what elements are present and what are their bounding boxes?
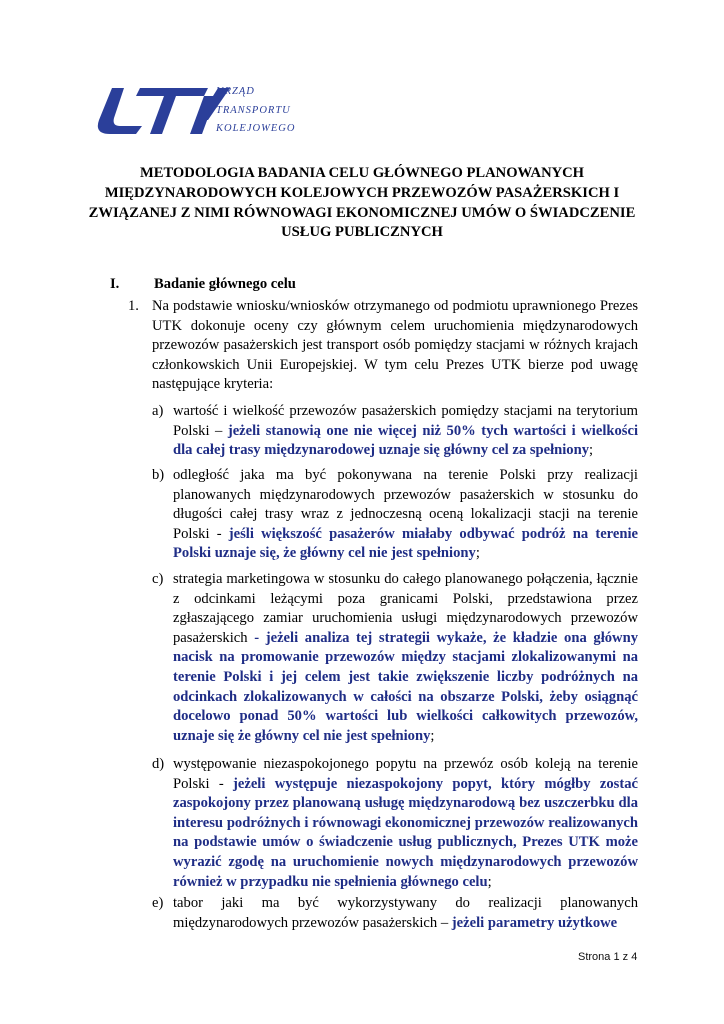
criterion-e-highlight: jeżeli parametry użytkowe [451, 914, 618, 931]
criterion-b-end: ; [475, 545, 480, 562]
criterion-a [173, 402, 638, 461]
criterion-e-marker: e) [152, 895, 164, 911]
criterion-b-text: odległość jaka ma być pokonywana na terenie Polski przy realizacji planowanych międzynarodowych przewozów pasażerskich w stosunku do długości całej trasy wraz z jednoczesną oceną lokalizacji stacji na terenie Polski - [173, 467, 638, 542]
criterion-b-marker: b) [152, 467, 165, 483]
criterion-e-text: tabor jaki ma być wykorzystywany do realizacji planowanych międzynarodowych przewozów pasażerskich – [173, 895, 638, 931]
logo-text-line-1: URZĄD [216, 86, 255, 97]
criterion-d-end: ; [487, 873, 492, 890]
criterion-c-marker: c) [152, 571, 164, 587]
section-title: Badanie głównego celu [154, 276, 296, 292]
criterion-a-highlight: jeżeli stanowią one nie więcej niż 50% tych wartości i wielkości dla całej trasy międzynarodowej uznaje się główny cel za spełniony [173, 422, 638, 459]
criterion-c-text: strategia marketingowa w stosunku do całego planowanego połączenia, łącznie z odcinkami leżącymi poza granicami Polski, przedstawiona przez zgłaszającego zamiar uruchomienia usługi międzynarodowych przewozów pasażerskich [173, 571, 638, 646]
criterion-c-highlight: - jeżeli analiza tej strategii wykaże, że kładzie ona główny nacisk na promowanie przewozów między stacjami zlokalizowanymi na terenie Polski i jej celem jest takie zwiększenie liczby podróżnych na odcinkach zlokalizowanych w całości na obszarze Polski, żeby osiągnąć docelowo ponad 50% wartości lub wielkości całkowitych przewozów, uznaje się że główny cel nie jest spełniony [173, 629, 639, 744]
criterion-d-text: występowanie niezaspokojonego popytu na przewóz osób koleją na terenie Polski - [173, 756, 638, 792]
page-number: Strona 1 z 4 [578, 951, 638, 963]
criterion-c-end: ; [430, 727, 435, 744]
criterion-a-marker: a) [152, 403, 164, 419]
criterion-a-end: ; [589, 442, 594, 459]
criterion-c [173, 570, 638, 746]
criterion-a-text: wartość i wielkość przewozów pasażerskich pomiędzy stacjami na terytorium Polski – [173, 403, 638, 439]
criterion-b [173, 466, 638, 564]
title-line-3: ZWIĄZANEJ Z NIMI RÓWNOWAGI EKONOMICZNEJ UMÓW O ŚWIADCZENIE [88, 204, 636, 221]
criterion-e [173, 894, 638, 933]
title-line-4: USŁUG PUBLICZNYCH [281, 224, 443, 241]
criterion-b-highlight: jeśli większość pasażerów miałaby odbywać podróż na terenie Polski uznaje się, że główny cel nie jest spełniony [173, 525, 639, 562]
logo-text-line-2: TRANSPORTU [216, 105, 291, 116]
item-1-number: 1. [128, 298, 139, 314]
criterion-d [173, 755, 638, 892]
section-number: I. [110, 276, 120, 292]
criterion-d-marker: d) [152, 756, 165, 772]
item-1-paragraph: Na podstawie wniosku/wniosków otrzymanego od podmiotu uprawnionego Prezes UTK dokonuje oceny czy głównym celem uruchomienia międzynarodowych przewozów pasażerskich jest transport osób pomiędzy stacjami w różnych krajach członkowskich Unii Europejskiej. W tym celu Prezes UTK bierze pod uwagę następujące kryteria: [152, 298, 638, 393]
logo-text-line-3: KOLEJOWEGO [216, 123, 296, 134]
title-line-2: MIĘDZYNARODOWYCH KOLEJOWYCH PRZEWOZÓW PASAŻERSKICH I [104, 184, 620, 201]
section-heading [110, 276, 296, 293]
criterion-d-highlight: jeżeli występuje niezaspokojony popyt, który mógłby zostać zaspokojony przez planowaną usługę międzynarodową bez uszczerbku dla interesu podróżnych i równowagi ekonomicznej przewozów realizowanych na podstawie umów o świadczenie usług publicznych, Prezes UTK może wyrazić zgodę na uruchomienie nowych międzynarodowych przewozów również w przypadku nie spełnienia głównego celu [173, 775, 638, 890]
document-title [86, 164, 638, 243]
title-line-1: METODOLOGIA BADANIA CELU GŁÓWNEGO PLANOWANYCH [139, 165, 585, 181]
